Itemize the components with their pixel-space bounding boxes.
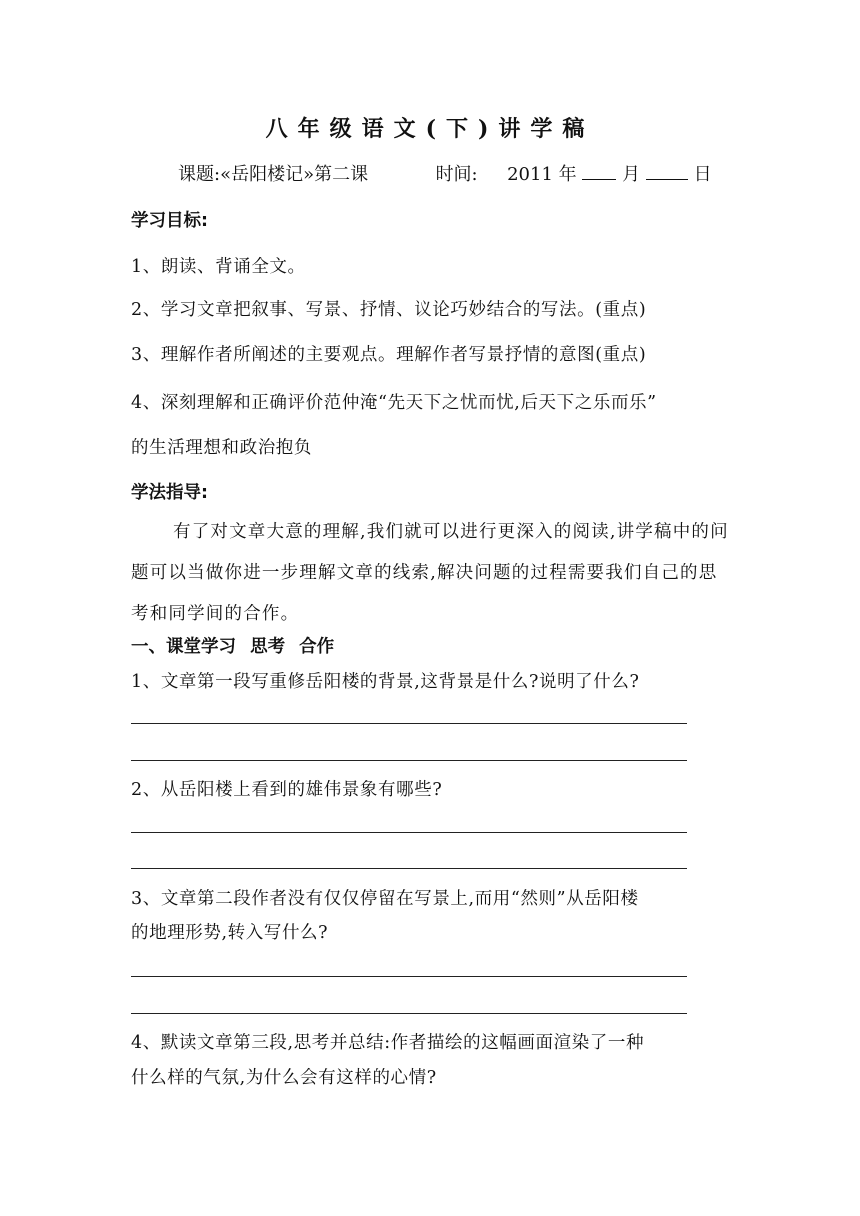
goal-item: 1、朗读、背诵全文。 (131, 257, 306, 277)
question-2: 2、从岳阳楼上看到的雄伟景象有哪些? (131, 780, 443, 800)
goal-item: 2、学习文章把叙事、写景、抒情、议论巧妙结合的写法。(重点) (131, 300, 647, 320)
topic-label: 课题:«岳阳楼记»第二课 (178, 164, 369, 185)
section1-heading: 一、课堂学习 思考 合作 (131, 637, 335, 657)
header-line (178, 160, 712, 186)
method-heading: 学法指导: (131, 483, 208, 503)
time-label: 时间: (435, 164, 478, 185)
answer-line[interactable] (131, 868, 687, 869)
question-1: 1、文章第一段写重修岳阳楼的背景,这背景是什么?说明了什么? (131, 672, 640, 692)
question-4-cont: 什么样的气氛,为什么会有这样的心情? (131, 1068, 437, 1088)
goal-item: 4、深刻理解和正确评价范仲淹“先天下之忧而忧,后天下之乐而乐” (131, 393, 657, 413)
answer-line[interactable] (131, 832, 687, 833)
goal-item: 3、理解作者所阐述的主要观点。理解作者写景抒情的意图(重点) (131, 345, 647, 365)
answer-line[interactable] (131, 760, 687, 761)
answer-line[interactable] (131, 723, 687, 724)
month-label: 月 (622, 164, 641, 185)
answer-line[interactable] (131, 1013, 687, 1014)
method-paragraph: 有了对文章大意的理解,我们就可以进行更深入的阅读,讲学稿中的问题可以当做你进一步理解文章的线索,解决问题的过程需要我们自己的思考和同学间的合作。 (131, 522, 729, 624)
day-label: 日 (693, 164, 712, 185)
goal-item: 的生活理想和政治抱负 (131, 438, 312, 458)
page-title: 八年级语文(下)讲学稿 (265, 116, 595, 142)
day-blank[interactable] (646, 161, 688, 180)
year-label: 2011 年 (507, 164, 577, 185)
month-blank[interactable] (582, 161, 616, 180)
answer-line[interactable] (131, 976, 687, 977)
question-3: 3、文章第二段作者没有仅仅停留在写景上,而用“然则”从岳阳楼 (131, 889, 639, 909)
question-3-cont: 的地理形势,转入写什么? (131, 923, 329, 943)
goals-heading: 学习目标: (131, 211, 208, 231)
question-4: 4、默读文章第三段,思考并总结:作者描绘的这幅画面渲染了一种 (131, 1033, 645, 1053)
